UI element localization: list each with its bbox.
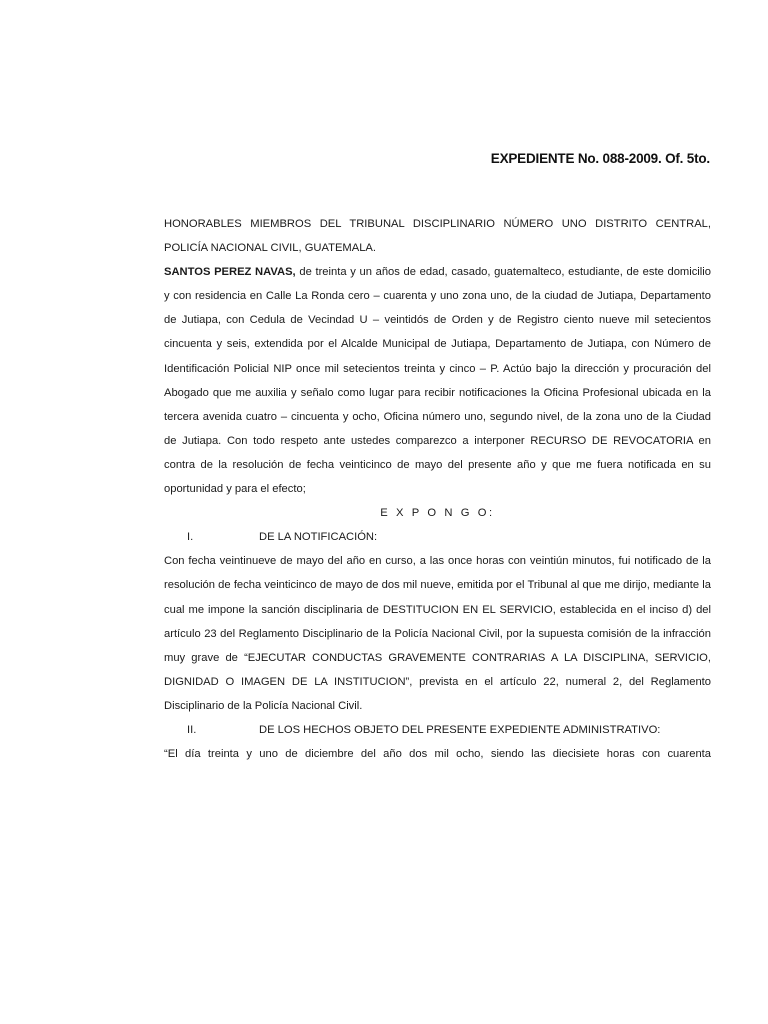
addressee [164,212,711,260]
addressee-line-1: HONORABLES MIEMBROS DEL TRIBUNAL DISCIPLINARIO NÚMERO UNO DISTRITO CENTRAL, [164,218,711,230]
petitioner-name: SANTOS PEREZ NAVAS, [164,266,296,279]
expediente-number: EXPEDIENTE No. 088-2009. Of. 5to. [490,151,710,166]
section-1-numeral: I. [187,531,194,544]
section-2-title: DE LOS HECHOS OBJETO DEL PRESENTE EXPEDIENTE ADMINISTRATIVO: [259,723,661,736]
expongo-heading: E X P O N G O: [380,507,495,520]
section-2-numeral: II. [187,723,197,736]
addressee-line-2: POLICÍA NACIONAL CIVIL, GUATEMALA. [164,242,376,255]
section-2-paragraph: “El día treinta y uno de diciembre del año dos mil ocho, siendo las diecisiete horas con cuarenta [164,748,711,761]
section-1-paragraph: Con fecha veintinueve de mayo del año en curso, a las once horas con veintiún minutos, fui notificado de la resolución de fecha veinticinco de mayo de dos mil nueve, emitida por el Tribunal al que me dirijo, mediante la cual me impone la sanción disciplinaria de DESTITUCION EN EL SERVICIO, establecida en el inciso d) del artículo 23 del Reglamento Disciplinario de la Policía Nacional Civil, por la supuesta comisión de la infracción muy grave de “EJECUTAR CONDUCTAS GRAVEMENTE CONTRARIAS A LA DISCIPLINA, SERVICIO, DIGNIDAD O IMAGEN DE LA INSTITUCION”, prevista en el artículo 22, numeral 2, del Reglamento Disciplinario de la Policía Nacional Civil. [164,555,711,712]
intro-paragraph [164,260,711,501]
section-2-heading [164,718,711,742]
intro-text: de treinta y un años de edad, casado, guatemalteco, estudiante, de este domicilio y con residencia en Calle La Ronda cero – cuarenta y uno zona uno, de la ciudad de Jutiapa, Departamento de Jutiapa, con Cedula de Vecindad U – veintidós de Orden y de Registro ciento nueve mil setecientos cincuenta y seis, extendida por el Alcalde Municipal de Jutiapa, Departamento de Jutiapa, con Número de Identificación Policial NIP once mil setecientos treinta y cinco – P. Actúo bajo la dirección y procuración del Abogado que me auxilia y señalo como lugar para recibir notificaciones la Oficina Profesional ubicada en la tercera avenida cuatro – cincuenta y ocho, Oficina número uno, segundo nivel, de la zona uno de la Ciudad de Jutiapa. Con todo respeto ante ustedes comparezco a interponer RECURSO DE REVOCATORIA en contra de la resolución de fecha veinticinco de mayo del presente año y que me fuera notificada en su oportunidad y para el efecto; [164,266,711,496]
document-body [164,212,711,766]
section-1-title: DE LA NOTIFICACIÓN: [259,531,378,544]
section-1-heading [164,525,711,549]
